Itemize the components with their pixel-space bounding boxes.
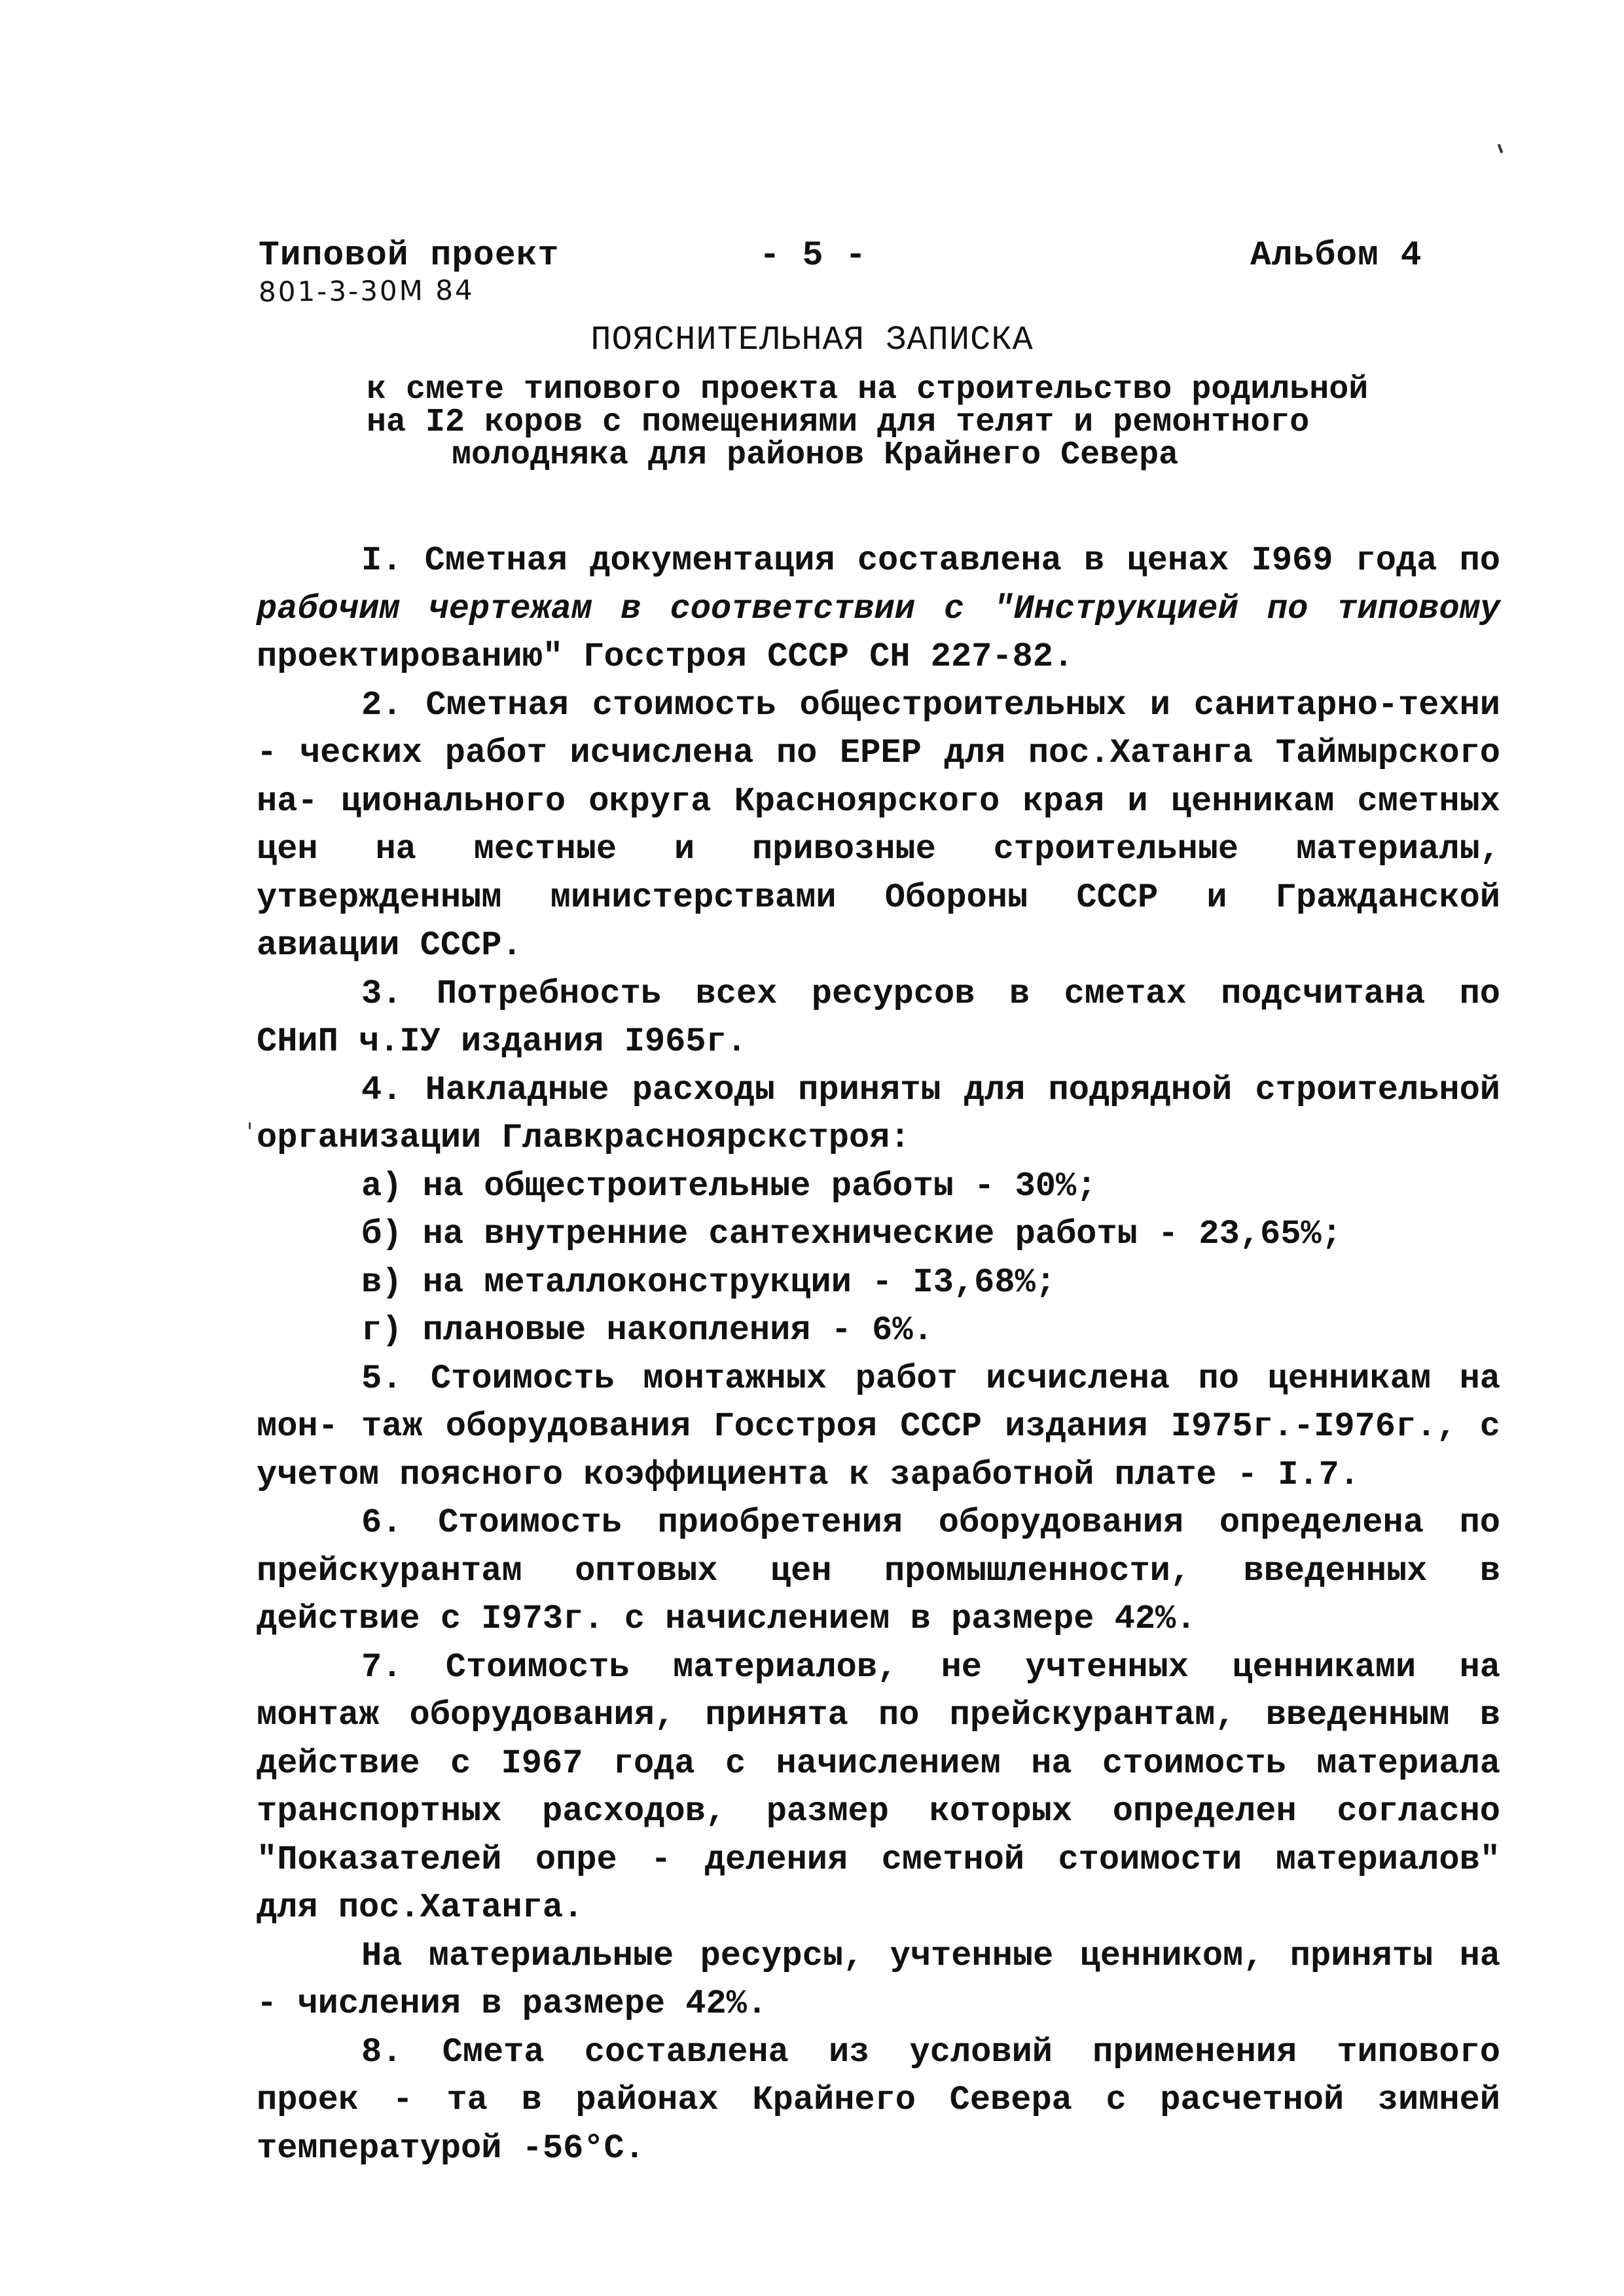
paragraph-1-part-b: рабочим чертежам в соответствии с "Инструкцией по типовому [257, 589, 1500, 628]
paragraph-7: 7. Стоимость материалов, не учтенных ценниками на монтаж оборудования, принята по прейскурантам, введенным в действие с I967 года с начислением на стоимость материала транспортных расходов, размер которых определен согласно "Показателей опре - деления сметной стоимости материалов" для пос.Хатанга. [257, 1647, 1500, 1927]
paragraph-7b: На материальные ресурсы, учтенные ценником, приняты на - числения в размере 42%. [257, 1936, 1500, 2023]
title-block [0, 321, 1624, 472]
paragraph-6: 6. Стоимость приобретения оборудования определена по прейскурантам оптовых цен промышленности, введенных в действие с I973г. с начислением в размере 42%. [257, 1503, 1500, 1638]
list-item: а) на общестроительные работы - 30%; [361, 1166, 1097, 1206]
paragraph-2: 2. Сметная стоимость общестроительных и санитарно-техни - ческих работ исчислена по ЕРЕР для пос.Хатанга Таймырского на- ционального округа Красноярского края и ценникам сметных цен на местные и привозные строительные материалы, утвержденным министерствами Обороны СССР и Гражданской авиации СССР. [257, 685, 1500, 965]
list-item: г) плановые накопления - 6%. [361, 1311, 933, 1350]
paragraph-3: 3. Потребность всех ресурсов в сметах подсчитана по СНиП ч.IУ издания I965г. [257, 974, 1500, 1061]
album-label: Альбом 4 [1250, 236, 1422, 275]
paragraph-1-part-c: проектированию" Госстроя СССР СН 227-82. [257, 637, 1074, 676]
document-title: ПОЯСНИТЕЛЬНАЯ ЗАПИСКА [590, 321, 1034, 359]
paragraph-5: 5. Стоимость монтажных работ исчислена по ценникам на мон- таж оборудования Госстроя СССР издания I975г.-I976г., с учетом поясного коэффициента к заработной плате - I.7. [257, 1359, 1500, 1494]
paragraph-1-part-a: I. Сметная документация составлена в ценах I969 года по [361, 541, 1500, 580]
document-body [257, 537, 1500, 2172]
document-subtitle [367, 371, 1427, 474]
page-number: - 5 - [759, 236, 867, 275]
list-item: в) на металлоконструкции - I3,68%; [361, 1263, 1056, 1302]
project-label: Типовой проект [259, 236, 560, 275]
subtitle-line: к смете типового проекта на строительство родильной [367, 371, 1369, 408]
project-code-handwritten: 801-3-30М 84 [258, 274, 475, 308]
scan-speck [1498, 144, 1504, 154]
scan-speck [249, 1122, 251, 1129]
list-item: б) на внутренние сантехнические работы - 23,65%; [361, 1215, 1342, 1253]
paragraph-4: 4. Накладные расходы приняты для подрядной строительной организации Главкрасноярскстроя: [257, 1070, 1500, 1157]
subtitle-line: молодняка для районов Крайнего Севера [452, 437, 1179, 474]
paragraph-1 [257, 537, 1500, 681]
subtitle-line: на I2 коров с помещениями для телят и ремонтного [367, 404, 1310, 441]
paragraph-8: 8. Смета составлена из условий применения типового проек - та в районах Крайнего Севера с расчетной зимней температурой -56°С. [257, 2032, 1500, 2168]
